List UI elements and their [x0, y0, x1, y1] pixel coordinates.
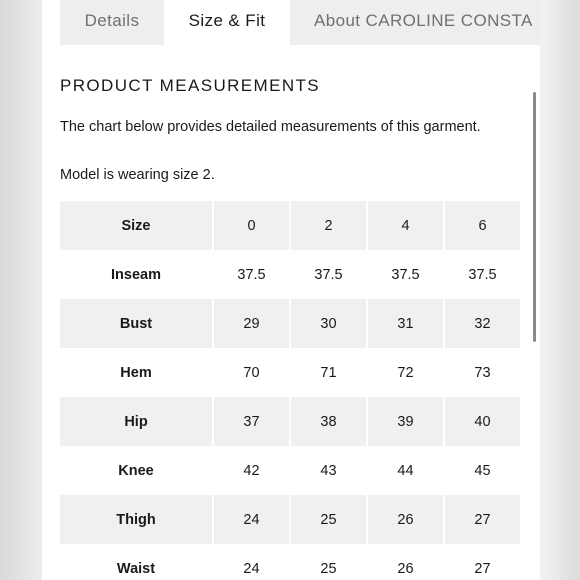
- table-cell: 27: [445, 495, 520, 544]
- table-header-label: Size: [60, 201, 212, 250]
- background-left-edge: [0, 0, 42, 580]
- table-cell: 43: [320, 462, 337, 479]
- measurements-description: The chart below provides detailed measurements of this garment.: [60, 119, 481, 135]
- background-right-edge: [540, 0, 580, 580]
- table-cell: 42: [243, 462, 260, 479]
- table-cell: 27: [474, 560, 491, 577]
- row-label: Waist: [116, 560, 156, 577]
- table-cell: 37.5: [468, 266, 497, 283]
- row-label: Bust: [60, 299, 212, 348]
- table-cell: 37.5: [237, 266, 266, 283]
- tab-size-fit[interactable]: Size & Fit: [164, 0, 290, 45]
- table-cell: 24: [243, 560, 260, 577]
- product-info-panel: [42, 0, 540, 580]
- table-cell: 44: [397, 462, 414, 479]
- row-label: Knee: [118, 462, 154, 479]
- table-cell: 29: [214, 299, 289, 348]
- table-cell: 26: [397, 560, 414, 577]
- table-cell: 73: [474, 364, 491, 381]
- tab-details[interactable]: Details: [60, 0, 164, 45]
- table-row: [60, 397, 520, 446]
- vertical-scrollbar[interactable]: [533, 92, 536, 342]
- table-cell: 70: [243, 364, 260, 381]
- table-cell: 45: [474, 462, 491, 479]
- table-header-row: [60, 201, 520, 250]
- measurements-table: [58, 201, 522, 580]
- table-row: [60, 544, 520, 580]
- model-size-note: Model is wearing size 2.: [60, 167, 215, 183]
- table-cell: 30: [291, 299, 366, 348]
- table-row: [60, 348, 520, 397]
- table-cell: 40: [445, 397, 520, 446]
- table-cell: 39: [368, 397, 443, 446]
- table-cell: 26: [368, 495, 443, 544]
- table-header-cell: 2: [291, 201, 366, 250]
- table-cell: 72: [397, 364, 414, 381]
- row-label: Hem: [120, 364, 152, 381]
- table-cell: 71: [320, 364, 337, 381]
- table-header-cell: 0: [214, 201, 289, 250]
- tab-bar: [60, 0, 540, 45]
- table-row: [60, 446, 520, 495]
- table-cell: 31: [368, 299, 443, 348]
- section-heading: PRODUCT MEASUREMENTS: [60, 76, 321, 95]
- row-label: Inseam: [111, 266, 161, 283]
- table-cell: 37: [214, 397, 289, 446]
- table-cell: 25: [291, 495, 366, 544]
- table-header-cell: 6: [445, 201, 520, 250]
- table-cell: 37.5: [314, 266, 343, 283]
- table-row: [60, 250, 520, 299]
- row-label: Thigh: [60, 495, 212, 544]
- table-cell: 24: [214, 495, 289, 544]
- table-row: [60, 299, 520, 348]
- table-row: [60, 495, 520, 544]
- tab-about-designer[interactable]: About CAROLINE CONSTA: [290, 0, 540, 45]
- table-cell: 38: [291, 397, 366, 446]
- table-header-cell: 4: [368, 201, 443, 250]
- table-cell: 37.5: [391, 266, 420, 283]
- table-cell: 25: [320, 560, 337, 577]
- table-cell: 32: [445, 299, 520, 348]
- row-label: Hip: [60, 397, 212, 446]
